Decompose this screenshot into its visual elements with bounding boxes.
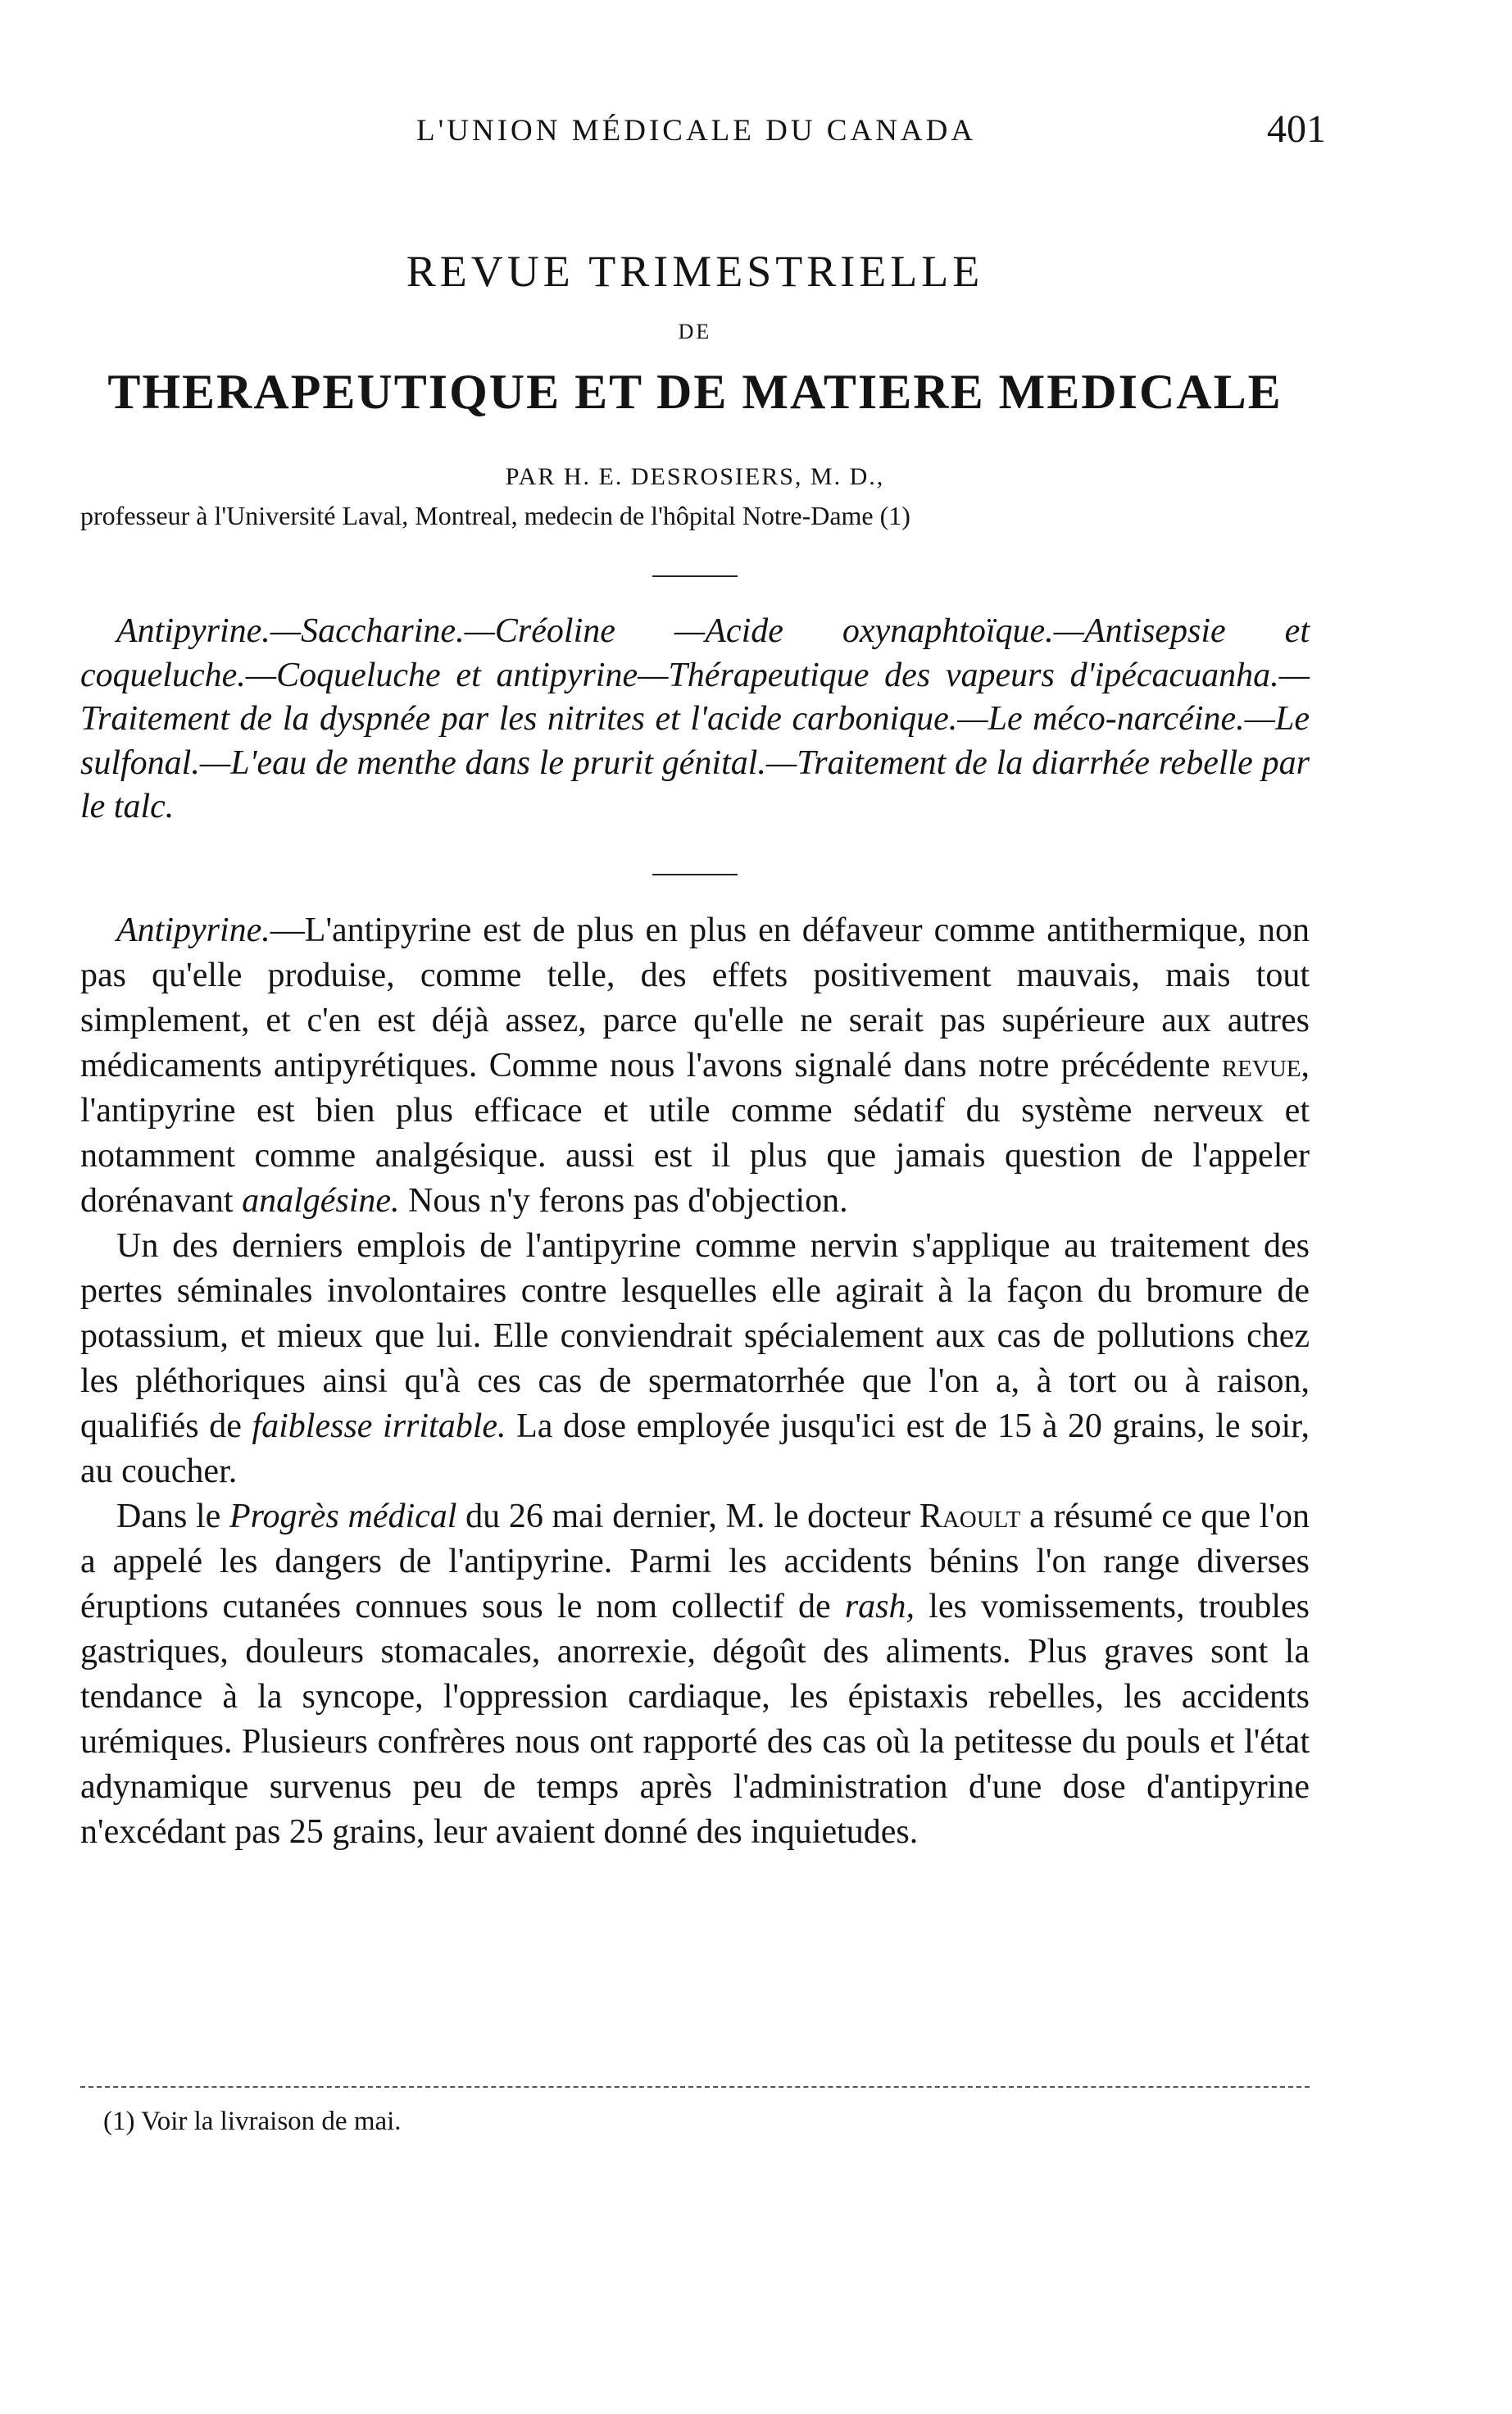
paragraph-dangers <box>80 1494 1310 1855</box>
section-rule <box>652 575 738 577</box>
paragraph-text: a résumé ce que l'on a appelé les dangers de l'antipyrine. Parmi les accidents bénins l'on range diverses éruptions cutanées connues sous le nom collectif de <box>80 1497 1310 1625</box>
page <box>80 107 1326 1855</box>
title-line-1: REVUE TRIMESTRIELLE <box>406 247 984 296</box>
summary-contents: Antipyrine.—Saccharine.—Créoline —Acide oxynaphtoïque.—Antisepsie et coqueluche.—Coqueluche et antipyrine—Thérapeutique des vapeurs d'ipécacuanha.—Traitement de la dyspnée par les nitrites et l'acide carbonique.—Le méco-narcéine.—Le sulfonal.—L'eau de menthe dans le prurit génital.—Traitement de la diarrhée rebelle par le talc. <box>80 612 1310 825</box>
section-rule-2 <box>652 874 738 875</box>
journal-title: Progrès médical <box>229 1497 457 1535</box>
title-line-3: THERAPEUTIQUE ET DE MATIERE MEDICALE <box>107 365 1283 419</box>
paragraph-text: les vomissements, troubles gastriques, douleurs stomacales, anorrexie, dégoût des aliments. Plus graves sont la tendance à la syncope, l'oppression cardiaque, les épistaxis rebelles, les accidents urémiques. Plusieurs confrères nous ont rapporté des cas où la petitesse du pouls et l'état adynamique survenus peu de temps après l'administration d'une dose d'antipyrine n'excédant pas 25 grains, leur avaient donné des inquietudes. <box>80 1587 1310 1851</box>
title-line-2: DE <box>678 320 712 343</box>
article-body <box>80 908 1310 1855</box>
paragraph-text: , l'antipyrine est bien plus efficace et utile comme sédatif du système nerveux et notamment comme analgésique. aussi est il plus que jamais question de l'appeler dorénavant <box>80 1046 1310 1220</box>
paragraph-pertes-seminales <box>80 1224 1310 1494</box>
emphasis-term: analgésine. <box>242 1181 400 1220</box>
footnote: (1) Voir la livraison de mai. <box>103 2107 402 2136</box>
page-number: 401 <box>1267 107 1326 151</box>
paragraph-text: —L'antipyrine est de plus en plus en défaveur comme antithermique, non pas qu'elle produise, comme telle, des effets positivement mauvais, mais tout simplement, et c'en est déjà assez, parce qu'elle ne serait pas supérieure aux autres médicaments antipyrétiques. Comme nous l'avons signalé dans notre précédente <box>80 911 1310 1084</box>
author-byline: PAR H. E. DESROSIERS, M. D., <box>505 463 885 490</box>
running-title: L'UNION MÉDICALE DU CANADA <box>416 114 977 148</box>
emphasis-term: rash, <box>844 1587 915 1625</box>
paragraph-text: Dans le <box>116 1497 230 1535</box>
paragraph-text: La dose employée jusqu'ici est de 15 à 20 grains, le soir, au coucher. <box>80 1407 1310 1490</box>
author-name: Raoult <box>919 1497 1021 1535</box>
title-block <box>80 246 1310 577</box>
emphasis-term: faiblesse irritable. <box>252 1407 506 1445</box>
paragraph-text: du 26 mai dernier, M. le docteur <box>456 1497 919 1535</box>
paragraph-text: Nous n'y ferons pas d'objection. <box>399 1181 848 1220</box>
paragraph-lead-in: Antipyrine. <box>116 911 270 949</box>
footnote-rule <box>80 2086 1310 2088</box>
paragraph-text: Un des derniers emplois de l'antipyrine comme nervin s'applique au traitement des pertes séminales involontaires contre lesquelles elle agirait à la façon du bromure de potassium, et mieux que lui. Elle conviendrait spécialement aux cas de pollutions chez les pléthoriques ainsi qu'à ces cas de spermatorrhée que l'on a, à tort ou à raison, qualifiés de <box>80 1226 1310 1445</box>
author-affiliation: professeur à l'Université Laval, Montreal, medecin de l'hôpital Notre-Dame (1) <box>80 501 910 530</box>
running-head <box>80 107 1326 164</box>
revue-reference: revue <box>1221 1046 1301 1084</box>
paragraph-antipyrine <box>80 908 1310 1224</box>
